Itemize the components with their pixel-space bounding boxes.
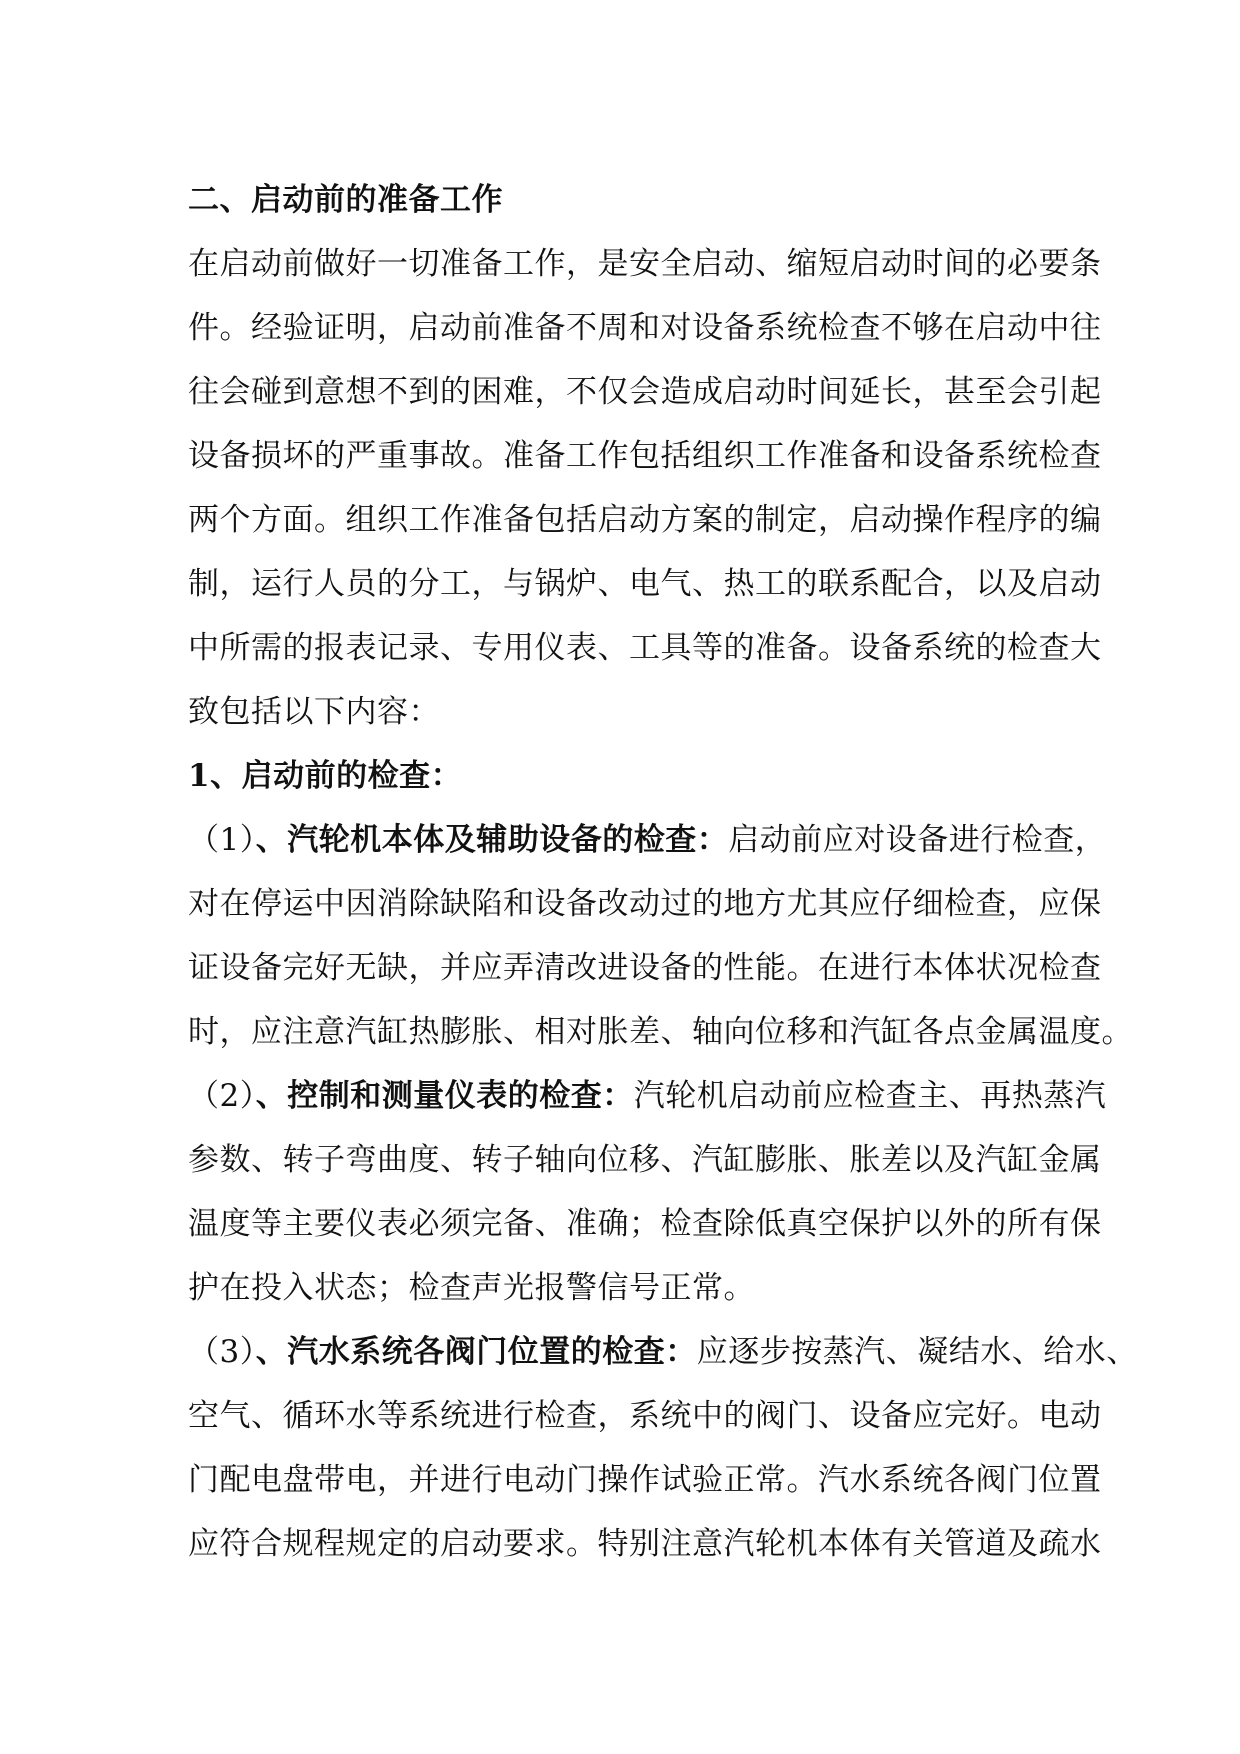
paragraph-line: 参数、转子弯曲度、转子轴向位移、汽缸膨胀、胀差以及汽缸金属 — [188, 1142, 1102, 1178]
item-heading: 、汽轮机本体及辅助设备的检查： — [255, 822, 729, 858]
paragraph-line: 护在投入状态；检查声光报警信号正常。 — [188, 1270, 755, 1306]
item-text: 启动前应对设备进行检查， — [728, 822, 1107, 858]
item-number: （1） — [188, 822, 256, 858]
check-item-1 — [188, 808, 1133, 1064]
paragraph-line: 时，应注意汽缸热膨胀、相对胀差、轴向位移和汽缸各点金属温度。 — [188, 1014, 1133, 1050]
paragraph-line: 设备损坏的严重事故。准备工作包括组织工作准备和设备系统检查 — [188, 438, 1102, 474]
paragraph-line: 对在停运中因消除缺陷和设备改动过的地方尤其应仔细检查，应保 — [188, 886, 1102, 922]
item-first-line — [188, 1320, 1138, 1384]
intro-paragraph — [188, 232, 1102, 744]
item-heading: 、控制和测量仪表的检查： — [255, 1078, 634, 1114]
paragraph-line: 往会碰到意想不到的困难，不仅会造成启动时间延长，甚至会引起 — [188, 374, 1102, 410]
paragraph-line: 证设备完好无缺，并应弄清改进设备的性能。在进行本体状况检查 — [188, 950, 1102, 986]
paragraph-line: 致包括以下内容： — [188, 694, 440, 730]
item-number: （3） — [188, 1334, 256, 1370]
paragraph-line: 两个方面。组织工作准备包括启动方案的制定，启动操作程序的编 — [188, 502, 1102, 538]
paragraph-line: 中所需的报表记录、专用仪表、工具等的准备。设备系统的检查大 — [188, 630, 1102, 666]
paragraph-line: 件。经验证明，启动前准备不周和对设备系统检查不够在启动中往 — [188, 310, 1102, 346]
paragraph-line: 制，运行人员的分工，与锅炉、电气、热工的联系配合，以及启动 — [188, 566, 1102, 602]
item-heading: 、汽水系统各阀门位置的检查： — [255, 1334, 697, 1370]
paragraph-line: 空气、循环水等系统进行检查，系统中的阀门、设备应完好。电动 — [188, 1398, 1102, 1434]
item-text: 应逐步按蒸汽、凝结水、给水、 — [696, 1334, 1138, 1370]
subsection-title: 1、启动前的检查： — [188, 758, 463, 794]
paragraph-line: 门配电盘带电，并进行电动门操作试验正常。汽水系统各阀门位置 — [188, 1462, 1102, 1498]
section-title: 二、启动前的准备工作 — [188, 182, 503, 218]
item-number: （2） — [188, 1078, 256, 1114]
item-text: 汽轮机启动前应检查主、再热蒸汽 — [633, 1078, 1107, 1114]
item-first-line — [188, 1064, 1107, 1128]
paragraph-line: 在启动前做好一切准备工作，是安全启动、缩短启动时间的必要条 — [188, 246, 1102, 282]
document-body — [188, 168, 1138, 1576]
paragraph-line: 温度等主要仪表必须完备、准确；检查除低真空保护以外的所有保 — [188, 1206, 1102, 1242]
item-first-line — [188, 808, 1107, 872]
check-item-2 — [188, 1064, 1107, 1320]
paragraph-line: 应符合规程规定的启动要求。特别注意汽轮机本体有关管道及疏水 — [188, 1526, 1102, 1562]
check-item-3 — [188, 1320, 1138, 1576]
